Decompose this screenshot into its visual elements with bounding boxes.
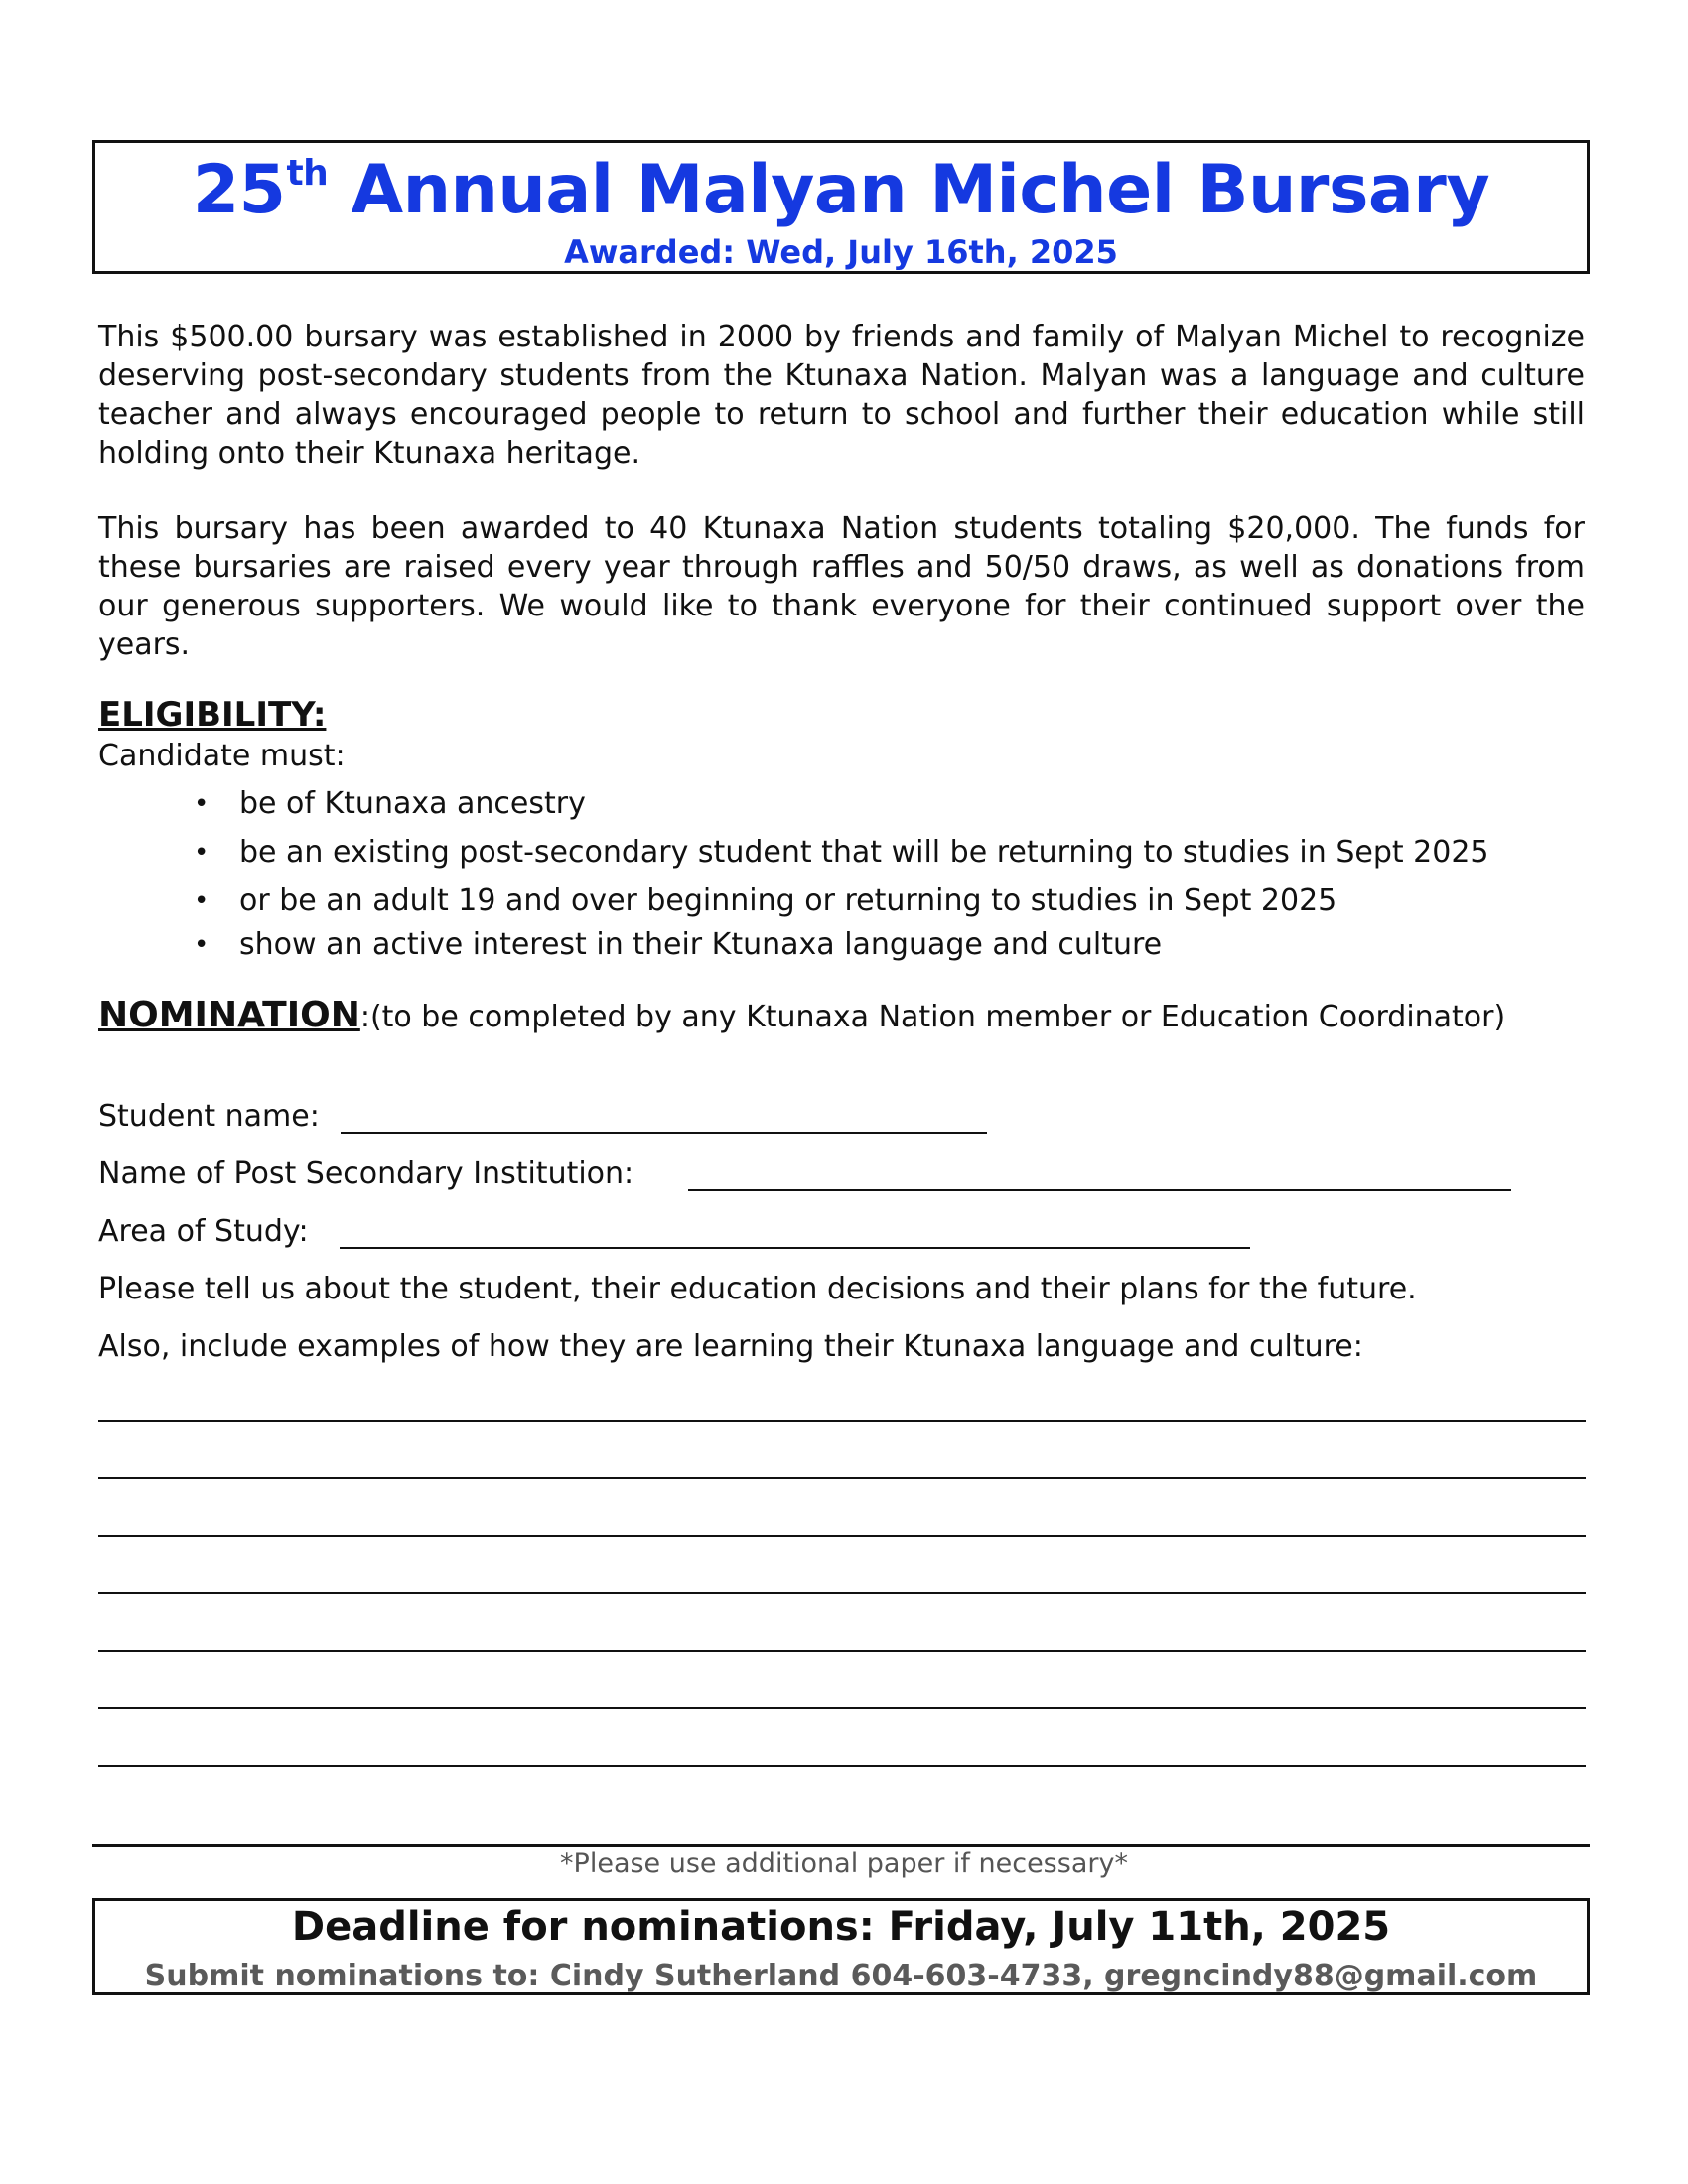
title-box [92,140,1590,274]
submit-contact: Submit nominations to: Cindy Sutherland 604-603-4733, gregncindy88@gmail.com [144,1959,1538,1993]
page-title: 25th Annual Malyan Michel Bursary [192,151,1490,229]
eligibility-item: show an active interest in their Ktunaxa language and culture [239,927,1163,962]
additional-paper-note: *Please use additional paper if necessary* [560,1848,1128,1879]
institution-label: Name of Post Secondary Institution: [98,1157,634,1191]
prompt-language-culture: Also, include examples of how they are learning their Ktunaxa language and culture: [98,1329,1363,1364]
writing-line-bottom[interactable] [92,1844,1590,1847]
nomination-note: :(to be completed by any Ktunaxa Nation member or Education Coordinator) [359,1000,1506,1034]
area-of-study-field[interactable] [340,1247,1250,1249]
intro-paragraph-2: This bursary has been awarded to 40 Ktunaxa Nation students totaling $20,000. The funds for these bursaries are raised every year through raffles and 50/50 draws, as well as donations from our generous supporters. We would like to thank everyone for their continued support over the years. [98,511,1585,662]
bullet-icon: • [194,838,210,868]
title-superscript: th [286,153,329,194]
eligibility-item: be of Ktunaxa ancestry [239,786,586,821]
writing-line[interactable] [98,1707,1586,1709]
list-item [194,930,209,960]
eligibility-item: or be an adult 19 and over beginning or returning to studies in Sept 2025 [239,884,1337,918]
deadline-title: Deadline for nominations: Friday, July 11th, 2025 [291,1904,1391,1950]
eligibility-heading: ELIGIBILITY: [98,695,327,735]
list-item [194,887,209,916]
writing-line[interactable] [98,1420,1586,1422]
bullet-icon: • [194,789,210,819]
writing-line[interactable] [98,1535,1586,1537]
eligibility-item: be an existing post-secondary student that will be returning to studies in Sept 2025 [239,835,1489,870]
writing-line[interactable] [98,1650,1586,1652]
awarded-date: Awarded: Wed, July 16th, 2025 [564,233,1118,271]
intro-paragraph-1: This $500.00 bursary was established in 2000 by friends and family of Malyan Michel to recognize deserving post-secondary students from the Ktunaxa Nation. Malyan was a language and culture teacher and always encouraged people to return to school and further their education while still holding onto their Ktunaxa heritage. [98,320,1585,471]
bullet-icon: • [194,930,210,960]
writing-line[interactable] [98,1592,1586,1594]
writing-line[interactable] [98,1477,1586,1479]
list-item [194,838,209,868]
student-name-label: Student name: [98,1099,320,1134]
nomination-header [98,995,1505,1035]
area-of-study-label: Area of Study: [98,1214,309,1249]
bullet-icon: • [194,887,210,916]
writing-line[interactable] [98,1765,1586,1767]
student-name-field[interactable] [341,1132,987,1134]
nomination-heading: NOMINATION [98,995,360,1035]
list-item [194,789,209,819]
prompt-student-plans: Please tell us about the student, their education decisions and their plans for the future. [98,1272,1417,1306]
institution-field[interactable] [688,1189,1511,1191]
deadline-box [92,1898,1590,1995]
eligibility-lead: Candidate must: [98,739,346,773]
